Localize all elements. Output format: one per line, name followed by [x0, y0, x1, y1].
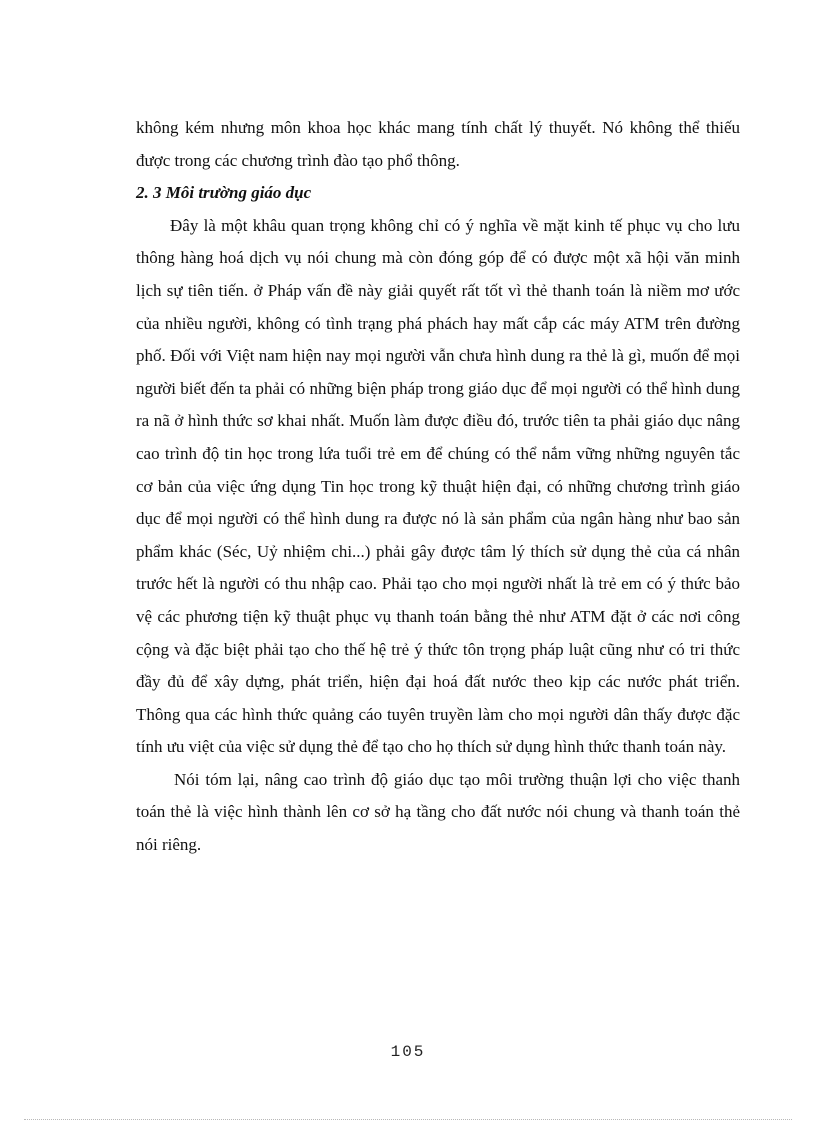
section-heading: 2. 3 Môi trường giáo dục	[136, 183, 312, 203]
page-bottom-divider	[24, 1119, 792, 1120]
body-paragraph-1: Đây là một khâu quan trọng không chỉ có ý nghĩa về mặt kinh tế phục vụ cho lưu thông hàng hoá dịch vụ nói chung mà còn đóng góp để có được một xã hội văn minh lịch sự tiên tiến. ở Pháp vấn đề này giải quyết rất tốt vì thẻ thanh toán là niềm mơ ước của nhiều người, không có tình trạng phá phách hay mất cắp các máy ATM trên đường phố. Đối với Việt nam hiện nay mọi người vẫn chưa hình dung ra thẻ là gì, muốn để mọi người biết đến ta phải có những biện pháp trong giáo dục để mọi người có thể hình dung ra nã ở hình thức sơ khai nhất. Muốn làm được điều đó, trước tiên ta phải giáo dục nâng cao trình độ tin học trong lứa tuổi trẻ em để chúng có thể nắm vững những nguyên tắc cơ bản của việc ứng dụng Tin học trong kỹ thuật hiện đại, có những chương trình giáo dục để mọi người có thể hình dung ra được nó là sản phẩm của ngân hàng như bao sản phẩm khác (Séc, Uỷ nhiệm chi...) phải gây được tâm lý thích sử dụng thẻ của cá nhân trước hết là người có thu nhập cao. Phải tạo cho mọi người nhất là trẻ em có ý thức bảo vệ các phương tiện kỹ thuật phục vụ thanh toán bằng thẻ như ATM đặt ở các nơi công cộng và đặc biệt phải tạo cho thế hệ trẻ ý thức tôn trọng pháp luật cũng như có tri thức đầy đủ để xây dựng, phát triển, hiện đại hoá đất nước theo kịp các nước phát triển. Thông qua các hình thức quảng cáo tuyên truyền làm cho mọi người dân thấy được đặc tính ưu việt của việc sử dụng thẻ để tạo cho họ thích sử dụng hình thức thanh toán này.	[136, 215, 740, 757]
page-body	[136, 112, 740, 862]
continuation-paragraph: không kém nhưng môn khoa học khác mang tính chất lý thuyết. Nó không thể thiếu được trong các chương trình đào tạo phổ thông.	[136, 118, 740, 170]
body-paragraph-2: Nói tóm lại, nâng cao trình độ giáo dục tạo môi trường thuận lợi cho việc thanh toán thẻ là việc hình thành lên cơ sở hạ tầng cho đất nước nói chung và thanh toán thẻ nói riêng.	[136, 769, 740, 855]
page-number: 105	[390, 1043, 426, 1061]
